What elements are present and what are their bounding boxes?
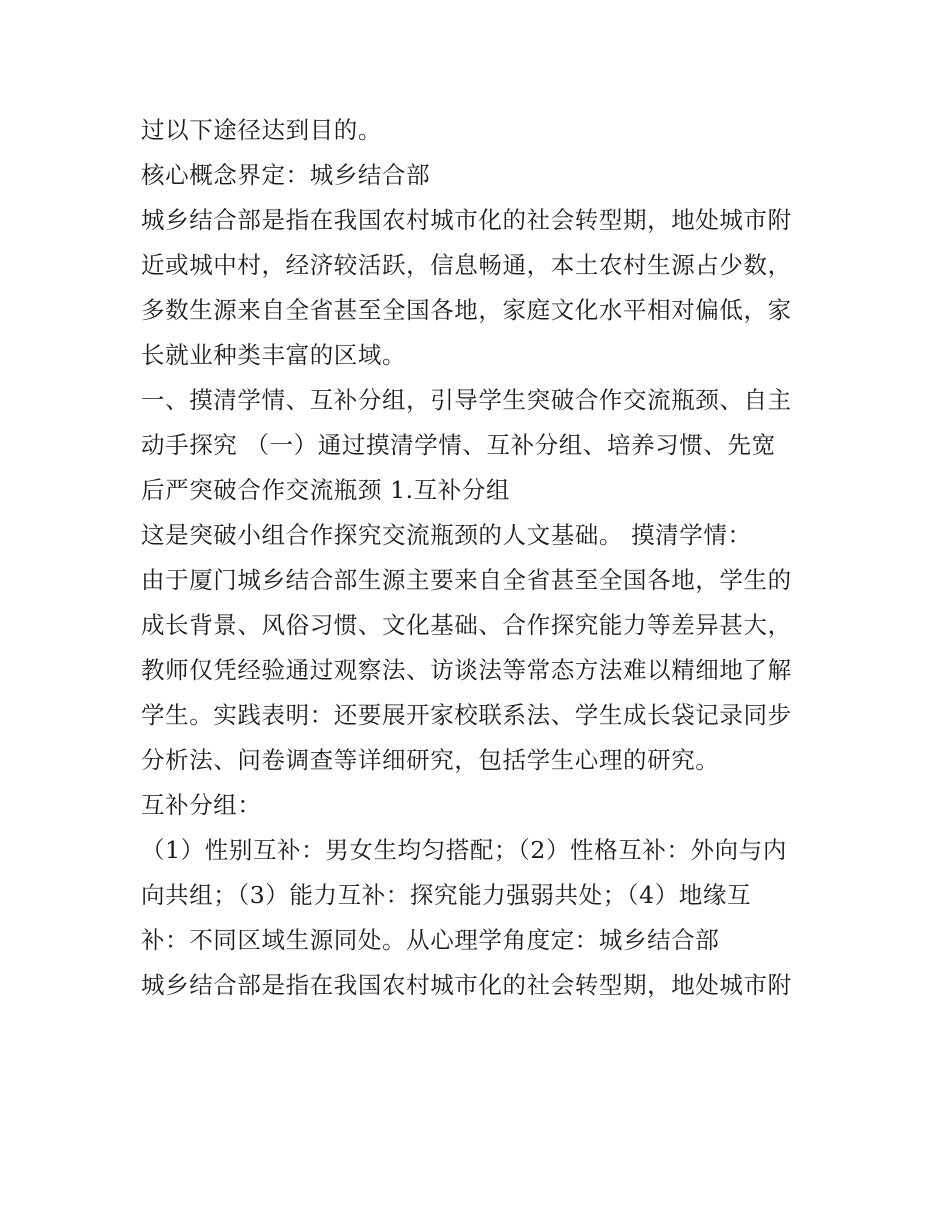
text-line: 互补分组： xyxy=(141,791,262,819)
text-line: 核心概念界定：城乡结合部 xyxy=(141,161,431,189)
text-line: 城乡结合部是指在我国农村城市化的社会转型期，地处城市附 xyxy=(141,971,792,999)
text-line: 长就业种类丰富的区域。 xyxy=(141,341,407,369)
text-line: 近或城中村，经济较活跃，信息畅通，本土农村生源占少数， xyxy=(141,251,792,279)
text-line: 多数生源来自全省甚至全国各地，家庭文化水平相对偏低，家 xyxy=(141,296,792,324)
text-line: 学生。实践表明：还要展开家校联系法、学生成长袋记录同步 xyxy=(141,701,792,729)
text-line: 动手探究 （一）通过摸清学情、互补分组、培养习惯、先宽 xyxy=(141,431,776,459)
text-line: 成长背景、风俗习惯、文化基础、合作探究能力等差异甚大， xyxy=(141,611,792,639)
text-line: 分析法、问卷调查等详细研究，包括学生心理的研究。 xyxy=(141,746,720,774)
text-line: 一、摸清学情、互补分组，引导学生突破合作交流瓶颈、自主 xyxy=(141,386,792,414)
text-line: （1）性别互补：男女生均匀搭配；（2）性格互补：外向与内 xyxy=(141,836,787,864)
text-line: 向共组；（3）能力互补：探究能力强弱共处；（4）地缘互 xyxy=(141,881,752,909)
text-line: 这是突破小组合作探究交流瓶颈的人文基础。 摸清学情： xyxy=(141,521,752,549)
text-line: 过以下途径达到目的。 xyxy=(141,116,382,144)
text-line: 由于厦门城乡结合部生源主要来自全省甚至全国各地，学生的 xyxy=(141,566,792,594)
text-line: 补：不同区域生源同处。从心理学角度定：城乡结合部 xyxy=(141,926,720,954)
text-line: 教师仅凭经验通过观察法、访谈法等常态方法难以精细地了解 xyxy=(141,656,792,684)
text-line: 城乡结合部是指在我国农村城市化的社会转型期，地处城市附 xyxy=(141,206,792,234)
document-body xyxy=(141,108,821,1008)
text-line: 后严突破合作交流瓶颈 1.互补分组 xyxy=(141,476,511,504)
